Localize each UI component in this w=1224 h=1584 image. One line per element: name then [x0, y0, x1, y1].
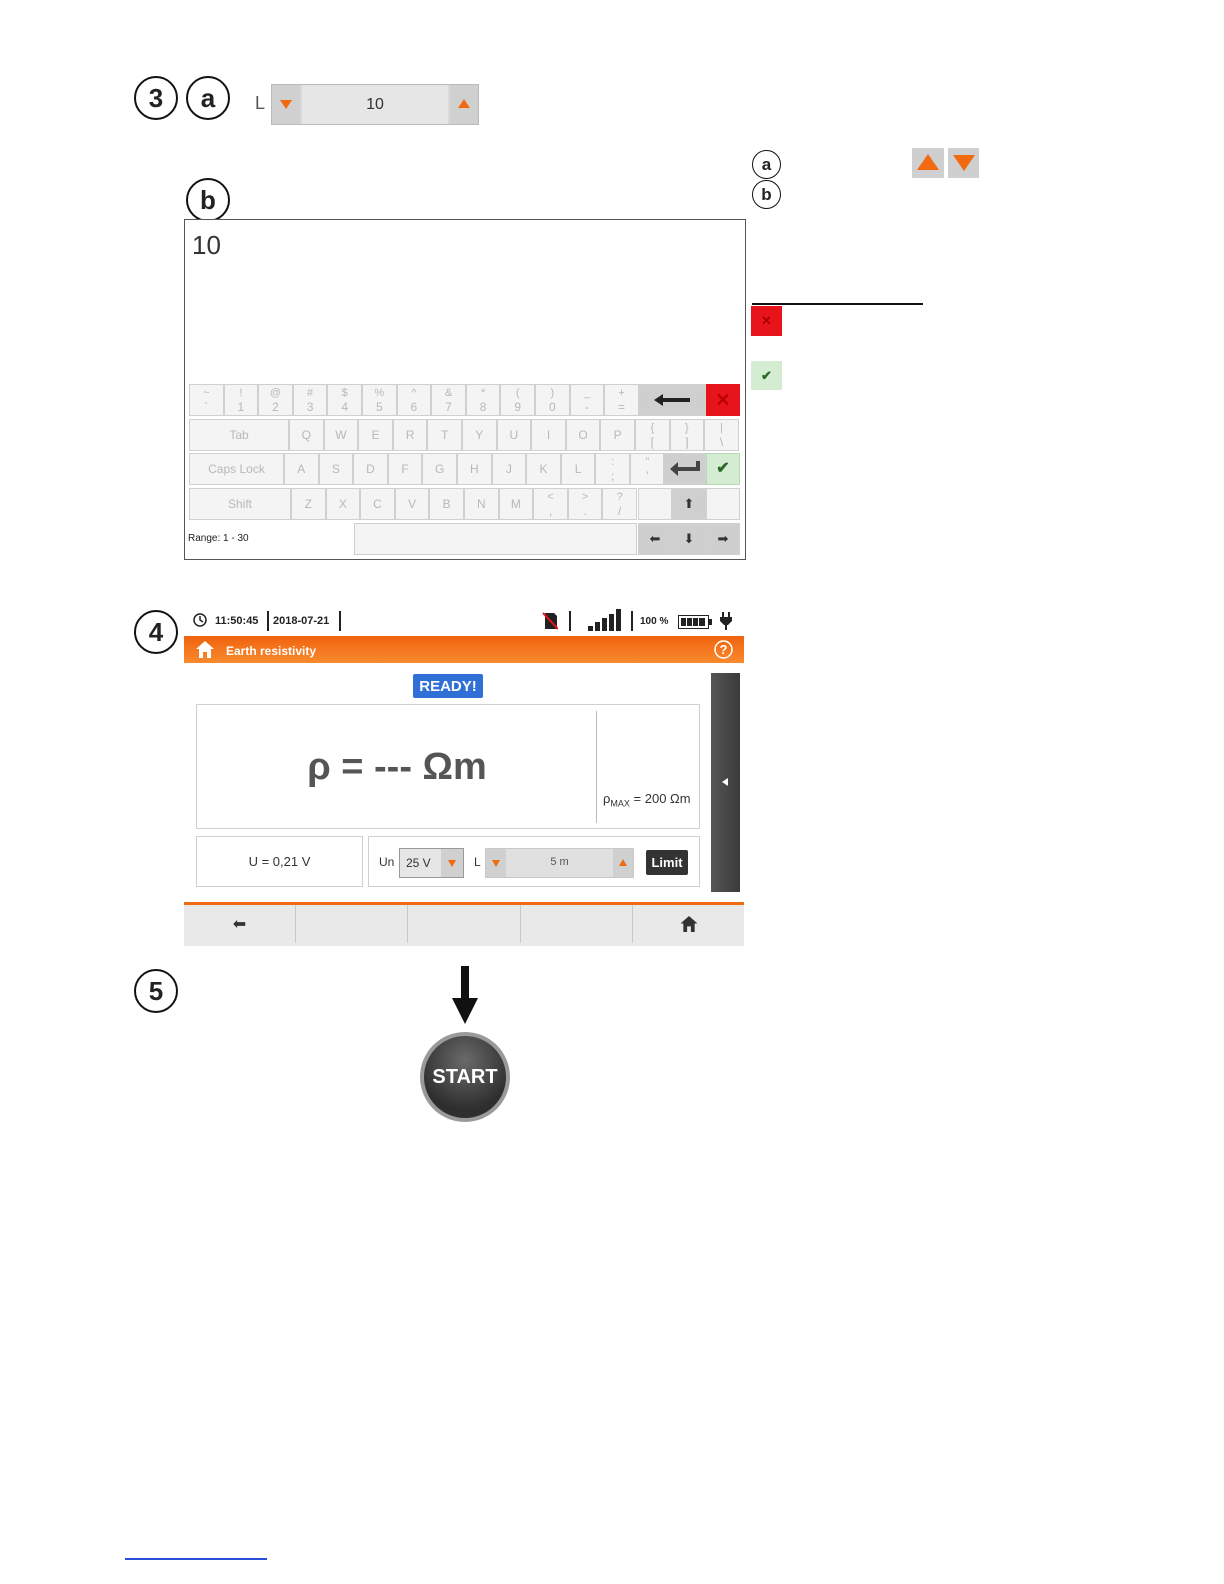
key-/[interactable] [602, 488, 637, 520]
key-9[interactable] [500, 384, 535, 416]
shift-arrow-key[interactable] [672, 488, 706, 520]
status-divider [339, 611, 341, 631]
l-spinner[interactable] [485, 848, 634, 878]
down-arrow-icon [452, 966, 478, 1024]
cancel-key[interactable] [706, 384, 740, 416]
spinner-label: L [255, 93, 266, 113]
right-arrow-icon: ➡ [717, 531, 729, 546]
key-7[interactable] [431, 384, 466, 416]
key-char: K [539, 462, 548, 476]
toolbar-slot-2[interactable] [296, 905, 408, 943]
key-shift-char: + [618, 387, 625, 399]
enter-key[interactable] [663, 453, 706, 485]
length-spinner[interactable] [271, 84, 479, 125]
key-J[interactable] [492, 453, 527, 485]
step-3a-marker: a [186, 76, 230, 120]
key-char: A [297, 462, 306, 476]
up-arrow-sample [912, 148, 944, 178]
status-divider [569, 611, 571, 631]
key-char: P [613, 428, 622, 442]
key-char: = [617, 400, 625, 414]
key-char: E [371, 428, 380, 442]
arrow-down-icon [280, 100, 292, 109]
step-3-marker: 3 [134, 76, 178, 120]
key-shift-char: * [480, 387, 486, 399]
key-char: 7 [445, 400, 452, 414]
clock-icon [193, 613, 207, 627]
close-icon: ✕ [761, 313, 772, 328]
key-char: W [335, 428, 347, 442]
side-panel-handle[interactable] [711, 673, 740, 892]
chevron-left-icon [722, 778, 728, 786]
bottom-toolbar [184, 902, 744, 946]
back-button[interactable] [184, 905, 296, 943]
key-V[interactable] [395, 488, 430, 520]
right-arrow-key[interactable] [706, 523, 740, 555]
key-char: V [408, 497, 417, 511]
step-4-marker: 4 [134, 610, 178, 654]
key-char: Z [304, 497, 312, 511]
key-char: 8 [479, 400, 487, 414]
key-shift-char: " [645, 456, 650, 468]
key-shift-char: $ [341, 387, 348, 399]
svg-text:?: ? [719, 642, 728, 657]
down-arrow-icon: ⬇ [683, 531, 695, 546]
key--[interactable] [570, 384, 605, 416]
help-icon[interactable] [714, 640, 733, 659]
key-char: Shift [227, 497, 252, 511]
arrow-up-icon [619, 859, 627, 866]
key-3[interactable] [293, 384, 328, 416]
rho-max-subscript: MAX [610, 798, 630, 809]
key-char: / [618, 504, 622, 518]
shift-key[interactable] [189, 488, 291, 520]
caps-lock-key[interactable] [189, 453, 284, 485]
key-U[interactable] [497, 419, 532, 451]
ready-badge: READY! [413, 674, 483, 698]
voltage-panel: U = 0,21 V [196, 836, 363, 887]
cancel-legend-swatch [751, 306, 782, 336]
status-divider [267, 611, 269, 631]
blank-key[interactable] [638, 488, 672, 520]
key-char: 9 [514, 400, 522, 414]
key-5[interactable] [362, 384, 397, 416]
result-panel [196, 704, 700, 829]
status-divider [631, 611, 633, 631]
un-label: Un [379, 855, 395, 869]
key-char: B [442, 497, 451, 511]
no-sd-card-icon [542, 612, 558, 630]
key-shift-char: } [685, 422, 689, 434]
l-increment-button[interactable] [613, 849, 633, 877]
rho-max-value: = 200 Ωm [629, 791, 691, 806]
key-shift-char: ? [616, 491, 623, 503]
key-8[interactable] [466, 384, 501, 416]
key-shift-char: # [307, 387, 314, 399]
confirm-key[interactable] [706, 453, 740, 485]
footer-rule [125, 1558, 267, 1560]
range-text: Range: 1 - 30 [188, 533, 249, 544]
key-char: 1 [237, 400, 245, 414]
space-bar[interactable] [354, 523, 637, 555]
keyboard-section-marker: b [186, 178, 230, 222]
key-shift-char: ! [239, 387, 243, 399]
key-B[interactable] [429, 488, 464, 520]
key-shift-char: _ [583, 387, 590, 399]
key-S[interactable] [319, 453, 354, 485]
up-arrow-icon: ⬆ [683, 496, 695, 511]
key-char: \ [719, 435, 724, 449]
down-arrow-key[interactable] [672, 523, 706, 555]
key-R[interactable] [393, 419, 428, 451]
key-O[interactable] [566, 419, 601, 451]
status-date: 2018-07-21 [273, 615, 330, 627]
key-char: U [509, 428, 519, 442]
key-char: M [510, 497, 521, 511]
step-5-marker: 5 [134, 969, 178, 1013]
key-char: D [366, 462, 375, 476]
key-'[interactable] [630, 453, 665, 485]
key-char: Y [475, 428, 484, 442]
status-time: 11:50:45 [215, 615, 259, 627]
home-icon [680, 916, 698, 932]
l-label: L [474, 855, 481, 869]
key-shift-char: % [374, 387, 385, 399]
key-,[interactable] [533, 488, 568, 520]
key-char: O [578, 428, 588, 442]
un-value: 25 V [406, 856, 431, 870]
key-char: ' [646, 469, 649, 483]
confirm-legend-swatch [751, 361, 782, 390]
increment-button[interactable] [450, 85, 478, 124]
key-char: ; [611, 469, 615, 483]
status-bar [184, 606, 744, 636]
key-char: 4 [341, 400, 349, 414]
toolbar-slot-3[interactable] [408, 905, 521, 943]
key-shift-char: { [650, 422, 655, 434]
check-icon: ✔ [761, 367, 772, 383]
key-char: 0 [548, 400, 556, 414]
arrow-down-icon [953, 155, 975, 171]
key-char: , [548, 504, 553, 518]
key-A[interactable] [284, 453, 319, 485]
down-arrow-sample [948, 148, 979, 178]
key-`[interactable] [189, 384, 224, 416]
key-char: H [469, 462, 479, 476]
key-E[interactable] [358, 419, 393, 451]
key-char: R [405, 428, 415, 442]
key-char: 5 [375, 400, 383, 414]
key-char: 3 [306, 400, 314, 414]
key-W[interactable] [324, 419, 359, 451]
toolbar-slot-4[interactable] [521, 905, 633, 943]
key-[[interactable] [635, 419, 670, 451]
key-N[interactable] [464, 488, 499, 520]
check-icon: ✔ [716, 460, 730, 477]
home-icon[interactable] [196, 641, 214, 658]
key-shift-char: & [444, 387, 453, 399]
keyboard-input-value[interactable]: 10 [192, 230, 221, 260]
key-char: [ [650, 435, 654, 449]
key-Z[interactable] [291, 488, 326, 520]
battery-icon [678, 615, 712, 629]
key-D[interactable] [353, 453, 388, 485]
backspace-arrow-icon [654, 393, 690, 407]
key-char: J [505, 462, 512, 476]
decrement-button[interactable] [272, 85, 300, 124]
key-char: ] [685, 435, 689, 449]
tab-key[interactable] [189, 419, 289, 451]
key-shift-char: | [720, 422, 723, 434]
key-char: C [373, 497, 382, 511]
spinner-value[interactable]: 10 [302, 85, 448, 124]
key-.[interactable] [568, 488, 603, 520]
settings-panel [368, 836, 700, 887]
key-shift-char: ^ [411, 387, 417, 399]
key-char: . [583, 504, 587, 518]
key-2[interactable] [258, 384, 293, 416]
key-char: Caps Lock [208, 462, 265, 476]
l-decrement-button[interactable] [486, 849, 506, 877]
enter-icon [670, 461, 700, 477]
start-button-label: START [424, 1036, 506, 1118]
home-button[interactable] [633, 905, 744, 943]
key-char: - [584, 400, 589, 414]
key-shift-char: ( [515, 387, 520, 399]
key-char: F [401, 462, 409, 476]
key-char: 2 [272, 400, 279, 414]
key-shift-char: < [547, 491, 554, 503]
rho-max-symbol: ρ [603, 791, 611, 806]
back-arrow-icon: ⬅ [232, 916, 247, 933]
key-M[interactable] [499, 488, 534, 520]
key-shift-char: ~ [203, 387, 210, 399]
key-P[interactable] [600, 419, 635, 451]
signal-strength-icon [588, 609, 622, 631]
legend-divider [752, 303, 923, 305]
battery-percent: 100 % [640, 616, 669, 627]
key-F[interactable] [388, 453, 423, 485]
arrow-up-icon [458, 99, 470, 108]
key-shift-char: > [581, 491, 589, 503]
key-X[interactable] [326, 488, 361, 520]
key-H[interactable] [457, 453, 492, 485]
key-4[interactable] [327, 384, 362, 416]
key-char: N [476, 497, 486, 511]
close-icon: ✕ [715, 390, 731, 410]
key-char: X [338, 497, 347, 511]
backspace-key[interactable] [638, 384, 706, 416]
key-char: I [546, 428, 551, 442]
key-char: ` [204, 400, 209, 414]
legend-a-marker: a [752, 150, 781, 179]
key-char: T [441, 428, 449, 442]
key-Q[interactable] [289, 419, 324, 451]
key-T[interactable] [427, 419, 462, 451]
key-char: Tab [229, 428, 249, 442]
key-Y[interactable] [462, 419, 497, 451]
key-char: G [435, 462, 445, 476]
key-shift-char: : [611, 456, 615, 468]
key-G[interactable] [422, 453, 457, 485]
key-\[interactable] [704, 419, 739, 451]
key-shift-char: ) [550, 387, 555, 399]
start-button[interactable] [420, 1032, 510, 1122]
un-select[interactable] [399, 848, 464, 878]
blank-key-right[interactable] [706, 488, 740, 520]
title-bar [184, 636, 744, 663]
key-char: S [331, 462, 340, 476]
key-0[interactable] [535, 384, 570, 416]
legend-b-marker: b [752, 180, 781, 209]
un-dropdown-button[interactable] [441, 849, 463, 877]
key-C[interactable] [360, 488, 395, 520]
key-L[interactable] [561, 453, 596, 485]
screen-title: Earth resistivity [226, 644, 317, 658]
key-1[interactable] [224, 384, 259, 416]
key-6[interactable] [397, 384, 432, 416]
panel-divider [596, 711, 597, 823]
rho-max [603, 791, 691, 809]
l-value: 5 m [550, 856, 569, 868]
power-plug-icon [720, 612, 732, 630]
arrow-up-icon [917, 154, 939, 170]
onscreen-keyboard-panel [184, 219, 746, 560]
key-;[interactable] [595, 453, 630, 485]
main-reading: ρ = --- Ωm [307, 746, 487, 788]
left-arrow-key[interactable] [638, 523, 672, 555]
key-I[interactable] [531, 419, 566, 451]
chevron-down-icon [448, 860, 456, 867]
arrow-down-icon [492, 860, 500, 867]
key-char: L [574, 462, 582, 476]
key-K[interactable] [526, 453, 561, 485]
key-][interactable] [670, 419, 705, 451]
key-char: Q [301, 428, 311, 442]
key-=[interactable] [604, 384, 639, 416]
limit-button[interactable]: Limit [646, 850, 688, 875]
key-shift-char: @ [269, 387, 282, 399]
left-arrow-icon: ⬅ [649, 531, 661, 546]
key-char: 6 [410, 400, 418, 414]
